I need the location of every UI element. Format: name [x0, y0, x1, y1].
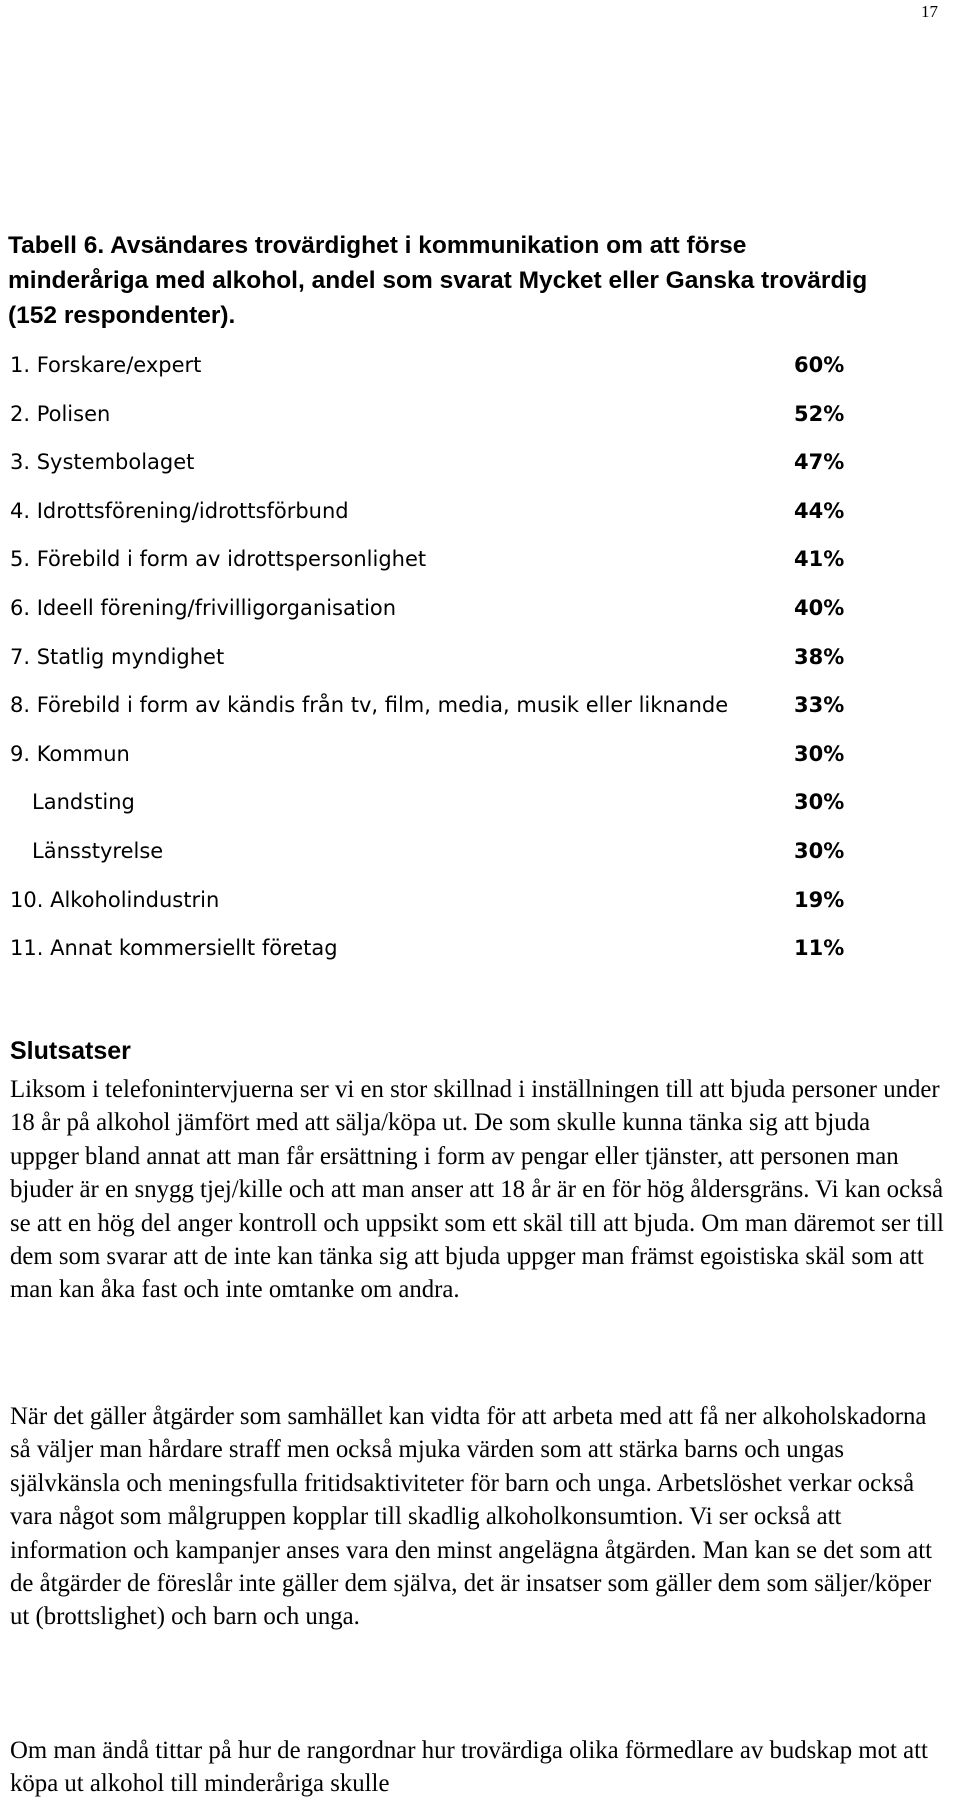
table-row	[0, 535, 960, 584]
row-label: 4. Idrottsförening/idrottsförbund	[10, 498, 349, 523]
table-row	[0, 730, 960, 779]
row-value: 60%	[794, 353, 845, 377]
row-value: 11%	[794, 936, 845, 961]
row-label: 9. Kommun	[10, 741, 130, 766]
row-value: 41%	[794, 547, 845, 572]
row-value: 30%	[794, 741, 845, 766]
page-number: 17	[921, 2, 938, 21]
body-paragraph: När det gäller åtgärder som samhället kan vidta för att arbeta med att få ner alkoholskadorna så väljer man hårdare straff men också mjuka värden som att stärka barns och ungas självkänsla och meningsfulla fritidsaktiviteter för barn och unga. Arbetslöshet verkar också vara något som målgruppen kopplar till skadlig alkoholkonsumtion. Vi ser också att information och kampanjer anses vara den minst angelägna åtgärden. Man kan se det som att de åtgärder de föreslår inte gäller dem själva, det är insatser som gäller dem som säljer/köper ut (brottslighet) och barn och unga.	[10, 1403, 933, 1631]
row-label: 5. Förebild i form av idrottspersonlighet	[10, 547, 427, 572]
table-row	[0, 827, 960, 876]
row-label: 3. Systembolaget	[10, 450, 195, 475]
row-label: 7. Statlig myndighet	[10, 644, 225, 669]
row-value: 33%	[794, 693, 845, 718]
row-value: 40%	[794, 595, 845, 620]
section-heading: Slutsatser	[10, 1037, 131, 1065]
table-row	[0, 681, 960, 730]
row-label: 2. Polisen	[10, 401, 111, 426]
row-label: 8. Förebild i form av kändis från tv, film, media, musik eller liknande	[10, 693, 729, 718]
row-label: 10. Alkoholindustrin	[10, 887, 220, 912]
table-title: Tabell 6. Avsändares trovärdighet i kommunikation om att förse minderåriga med alkohol, andel som svarat Mycket eller Ganska trovärdig (152 respondenter).	[8, 232, 868, 329]
row-label: 1. Forskare/expert	[10, 353, 202, 377]
table-row	[0, 876, 960, 925]
body-paragraph: Liksom i telefonintervjuerna ser vi en stor skillnad i inställningen till att bjuda personer under 18 år på alkohol jämfört med att sälja/köpa ut. De som skulle kunna tänka sig att bjuda uppger bland annat att man får ersättning i form av pengar eller tjänster, att personen man bjuder är en snygg tjej/kille och att man anser att 18 år är en för hög åldersgräns. Vi kan också se att en hög del anger kontroll och uppsikt som ett skäl till att bjuda. Om man däremot ser till dem som svarar att de inte kan tänka sig att bjuda uppger man främst egoistiska skäl som att man kan åka fast och inte omtanke om andra.	[10, 1076, 944, 1304]
row-label: 6. Ideell förening/frivilligorganisation	[10, 595, 397, 620]
row-value: 52%	[794, 401, 845, 426]
table-row	[0, 924, 960, 973]
row-value: 30%	[794, 790, 845, 815]
table-row	[0, 390, 960, 439]
row-value: 47%	[794, 450, 845, 475]
row-value: 38%	[794, 644, 845, 669]
row-label: Landsting	[32, 790, 135, 815]
table-row	[0, 487, 960, 536]
table-row	[0, 341, 960, 390]
table-row	[0, 438, 960, 487]
row-label: 11. Annat kommersiellt företag	[10, 936, 338, 961]
row-label: Länsstyrelse	[32, 838, 164, 863]
row-value: 44%	[794, 498, 845, 523]
row-value: 30%	[794, 838, 845, 863]
row-value: 19%	[794, 887, 845, 912]
table-row	[0, 633, 960, 682]
credibility-table	[0, 341, 960, 973]
table-row	[0, 584, 960, 633]
body-paragraph: Om man ändå tittar på hur de rangordnar hur trovärdiga olika förmedlare av budskap mot att köpa ut alkohol till minderåriga skulle	[10, 1737, 928, 1798]
table-row	[0, 778, 960, 827]
